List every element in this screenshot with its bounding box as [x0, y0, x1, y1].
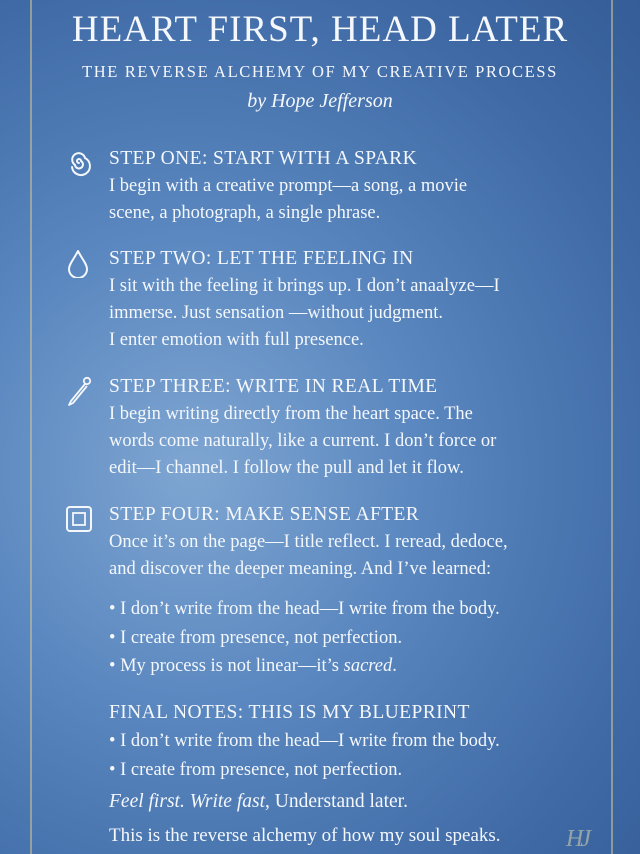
step-four-line: Once it’s on the page—I title reflect. I reread, dedoce,	[109, 532, 508, 552]
step-two-heading: STEP TWO: LET THE FEELING IN	[109, 248, 414, 269]
author-byline: by Hope Jefferson	[247, 90, 393, 112]
frame-right-line	[611, 0, 613, 854]
square-icon	[64, 504, 94, 534]
closing-line: This is the reverse alchemy of how my soul speaks.	[109, 825, 501, 846]
bullet-end: .	[392, 656, 397, 676]
step-four-heading: STEP FOUR: MAKE SENSE AFTER	[109, 504, 420, 525]
final-notes	[109, 700, 609, 850]
page-title: HEART FIRST, HEAD LATER	[71, 9, 569, 50]
step-one	[64, 146, 604, 227]
step-four	[64, 502, 604, 681]
pen-icon	[64, 376, 94, 406]
bullet-item: • I create from presence, not perfection.	[109, 759, 403, 780]
final-notes-heading: FINAL NOTES: THIS IS MY BLUEPRINT	[109, 702, 470, 723]
step-two-line: I sit with the feeling it brings up. I don’t anaalyze—I	[109, 276, 500, 296]
step-three-line: I begin writing directly from the heart space. The	[109, 404, 473, 424]
step-four-line: and discover the deeper meaning. And I’ve learned:	[109, 559, 492, 579]
bullet-text: • My process is not linear—it’s	[109, 656, 344, 676]
step-one-text	[109, 173, 604, 227]
spiral-icon	[64, 148, 94, 178]
motto-rest: , Understand later.	[265, 791, 408, 812]
frame-left-line	[30, 0, 32, 854]
step-one-line: scene, a photograph, a single phrase.	[109, 203, 381, 223]
bullet-item: • I don’t write from the head—I write from the body.	[109, 599, 500, 619]
step-one-line: I begin with a creative prompt—a song, a movie	[109, 176, 468, 196]
motto-italic: Feel first. Write fast	[109, 791, 265, 812]
step-three-line: words come naturally, like a current. I don’t force or	[109, 431, 497, 451]
step-three-text	[109, 401, 604, 482]
step-three-line: edit—I channel. I follow the pull and let it flow.	[109, 458, 464, 478]
step-two-line: I enter emotion with full presence.	[109, 330, 364, 350]
step-four-text	[109, 529, 604, 583]
signature-monogram: HJ	[566, 826, 588, 852]
droplet-icon	[64, 248, 94, 278]
final-notes-bullets	[109, 727, 609, 784]
bullet-item: • I don’t write from the head—I write from the body.	[109, 731, 500, 751]
step-two-line: immerse. Just sensation —without judgment.	[109, 303, 444, 323]
bullet-emphasis: sacred	[343, 656, 393, 676]
step-four-bullets	[109, 595, 604, 681]
step-three	[64, 374, 604, 482]
page-subtitle: THE REVERSE ALCHEMY OF MY CREATIVE PROCESS	[82, 62, 558, 81]
bullet-item	[109, 652, 604, 681]
step-three-heading: STEP THREE: WRITE IN REAL TIME	[109, 376, 438, 397]
step-two-text	[109, 273, 604, 354]
motto	[109, 788, 609, 816]
step-two	[64, 246, 604, 354]
step-one-heading: STEP ONE: START WITH A SPARK	[109, 148, 418, 169]
bullet-item: • I create from presence, not perfection.	[109, 627, 403, 648]
